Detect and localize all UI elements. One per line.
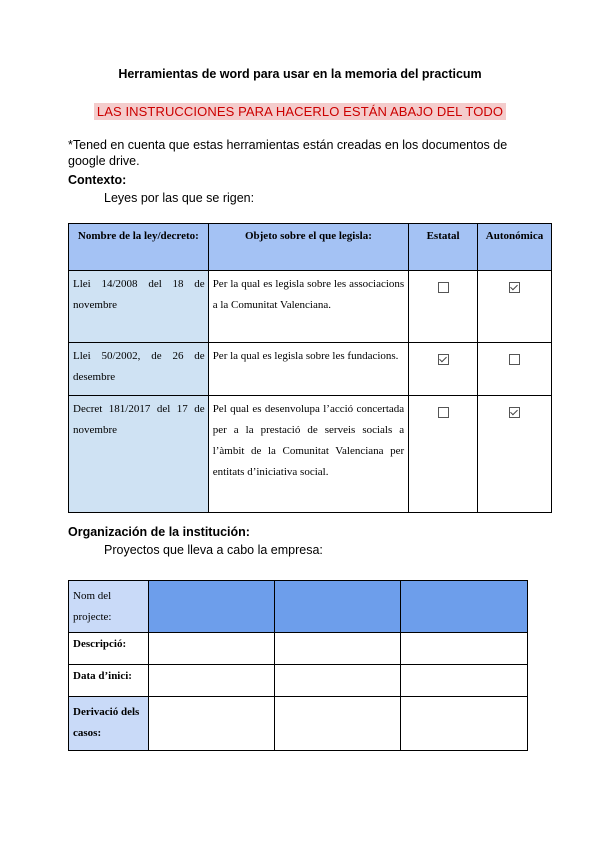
project-header-cell[interactable]: [148, 581, 274, 633]
laws-header-row: [69, 224, 552, 271]
table-cell[interactable]: [274, 697, 401, 751]
header-estatal: Estatal: [409, 224, 478, 271]
table-cell[interactable]: [274, 665, 401, 697]
estatal-cell: [409, 271, 478, 343]
table-cell[interactable]: [401, 697, 528, 751]
table-row: [69, 271, 552, 343]
table-cell[interactable]: [148, 697, 274, 751]
law-object-cell: Pel qual es desenvolupa l’acció concertada per a la prestació de serveis socials a l’àmbit de la Comunitat Valenciana per entitats d’iniciativa social.: [208, 396, 408, 513]
table-row: [69, 396, 552, 513]
laws-table: [68, 223, 552, 513]
autonomica-cell: [478, 343, 552, 396]
project-header-cell[interactable]: [401, 581, 528, 633]
law-object-cell: Per la qual es legisla sobre les fundacions.: [208, 343, 408, 396]
case-referral-label: Derivació dels casos:: [69, 697, 149, 751]
autonomica-checkbox[interactable]: [509, 282, 520, 293]
table-row: [69, 665, 528, 697]
law-name-cell: Decret 181/2017 del 17 de novembre: [69, 396, 209, 513]
estatal-checkbox[interactable]: [438, 282, 449, 293]
description-label: Descripció:: [69, 633, 149, 665]
table-cell[interactable]: [401, 665, 528, 697]
estatal-checkbox[interactable]: [438, 407, 449, 418]
header-object: Objeto sobre el que legisla:: [208, 224, 408, 271]
table-cell[interactable]: [148, 665, 274, 697]
start-date-label: Data d’inici:: [69, 665, 149, 697]
table-row: [69, 581, 528, 633]
document-title: Herramientas de word para usar en la memoria del practicum: [118, 67, 482, 81]
law-object-cell: Per la qual es legisla sobre les associacions a la Comunitat Valenciana.: [208, 271, 408, 343]
table-row: [69, 697, 528, 751]
organization-heading: Organización de la institución:: [68, 525, 250, 539]
estatal-cell: [409, 396, 478, 513]
autonomica-checkbox[interactable]: [509, 407, 520, 418]
estatal-checkbox[interactable]: [438, 354, 449, 365]
project-name-label: Nom del projecte:: [69, 581, 149, 633]
projects-table: [68, 580, 528, 751]
project-header-cell[interactable]: [274, 581, 401, 633]
context-subheading: Leyes por las que se rigen:: [104, 191, 255, 205]
autonomica-checkbox[interactable]: [509, 354, 520, 365]
table-cell[interactable]: [401, 633, 528, 665]
autonomica-cell: [478, 396, 552, 513]
autonomica-cell: [478, 271, 552, 343]
drive-note: *Tened en cuenta que estas herramientas están creadas en los documentos de google drive.: [68, 138, 508, 168]
law-name-cell: Llei 14/2008 del 18 de novembre: [69, 271, 209, 343]
header-law-name: Nombre de la ley/decreto:: [69, 224, 209, 271]
table-row: [69, 343, 552, 396]
table-row: [69, 633, 528, 665]
context-heading: Contexto:: [68, 173, 127, 187]
header-autonomica: Autonómica: [478, 224, 552, 271]
estatal-cell: [409, 343, 478, 396]
organization-subheading: Proyectos que lleva a cabo la empresa:: [104, 543, 323, 557]
table-cell[interactable]: [148, 633, 274, 665]
table-cell[interactable]: [274, 633, 401, 665]
instructions-banner: LAS INSTRUCCIONES PARA HACERLO ESTÁN ABAJO DEL TODO: [94, 103, 506, 120]
law-name-cell: Llei 50/2002, de 26 de desembre: [69, 343, 209, 396]
